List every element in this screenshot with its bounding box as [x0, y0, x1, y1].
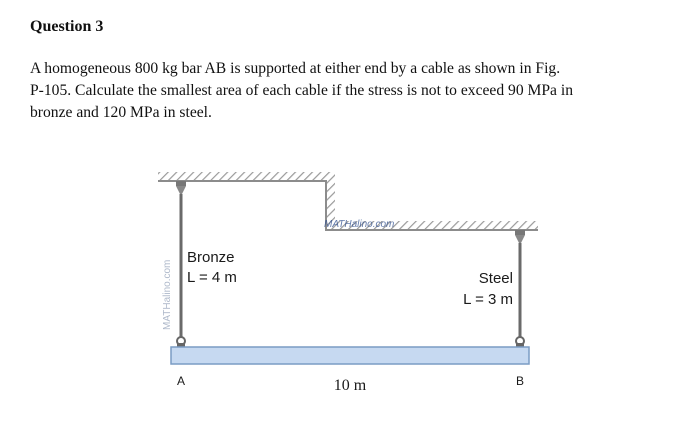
point-b-label: B — [515, 374, 525, 388]
bronze-length-label: L = 4 m — [187, 269, 237, 286]
right-hanger — [515, 230, 525, 243]
point-a-label: A — [176, 374, 186, 388]
bar-ab — [171, 347, 529, 364]
steel-length-label: L = 3 m — [463, 291, 513, 308]
question-heading: Question 3 — [30, 18, 104, 35]
problem-line-1: A homogeneous 800 kg bar AB is supported at either end by a cable as shown in Fig. — [30, 60, 561, 77]
steel-label: Steel — [478, 270, 513, 287]
left-hanger — [176, 181, 186, 194]
bronze-label: Bronze — [187, 249, 235, 266]
problem-line-3: bronze and 120 MPa in steel. — [30, 104, 212, 121]
bar-length-label: 10 m — [333, 377, 367, 394]
right-clamp — [516, 337, 524, 347]
problem-line-2: P-105. Calculate the smallest area of each cable if the stress is not to exceed 90 MPa in — [30, 82, 574, 99]
left-clamp — [177, 337, 185, 347]
watermark-top: MATHalino.com — [324, 219, 395, 230]
watermark-side: MATHalino.com — [162, 259, 173, 330]
